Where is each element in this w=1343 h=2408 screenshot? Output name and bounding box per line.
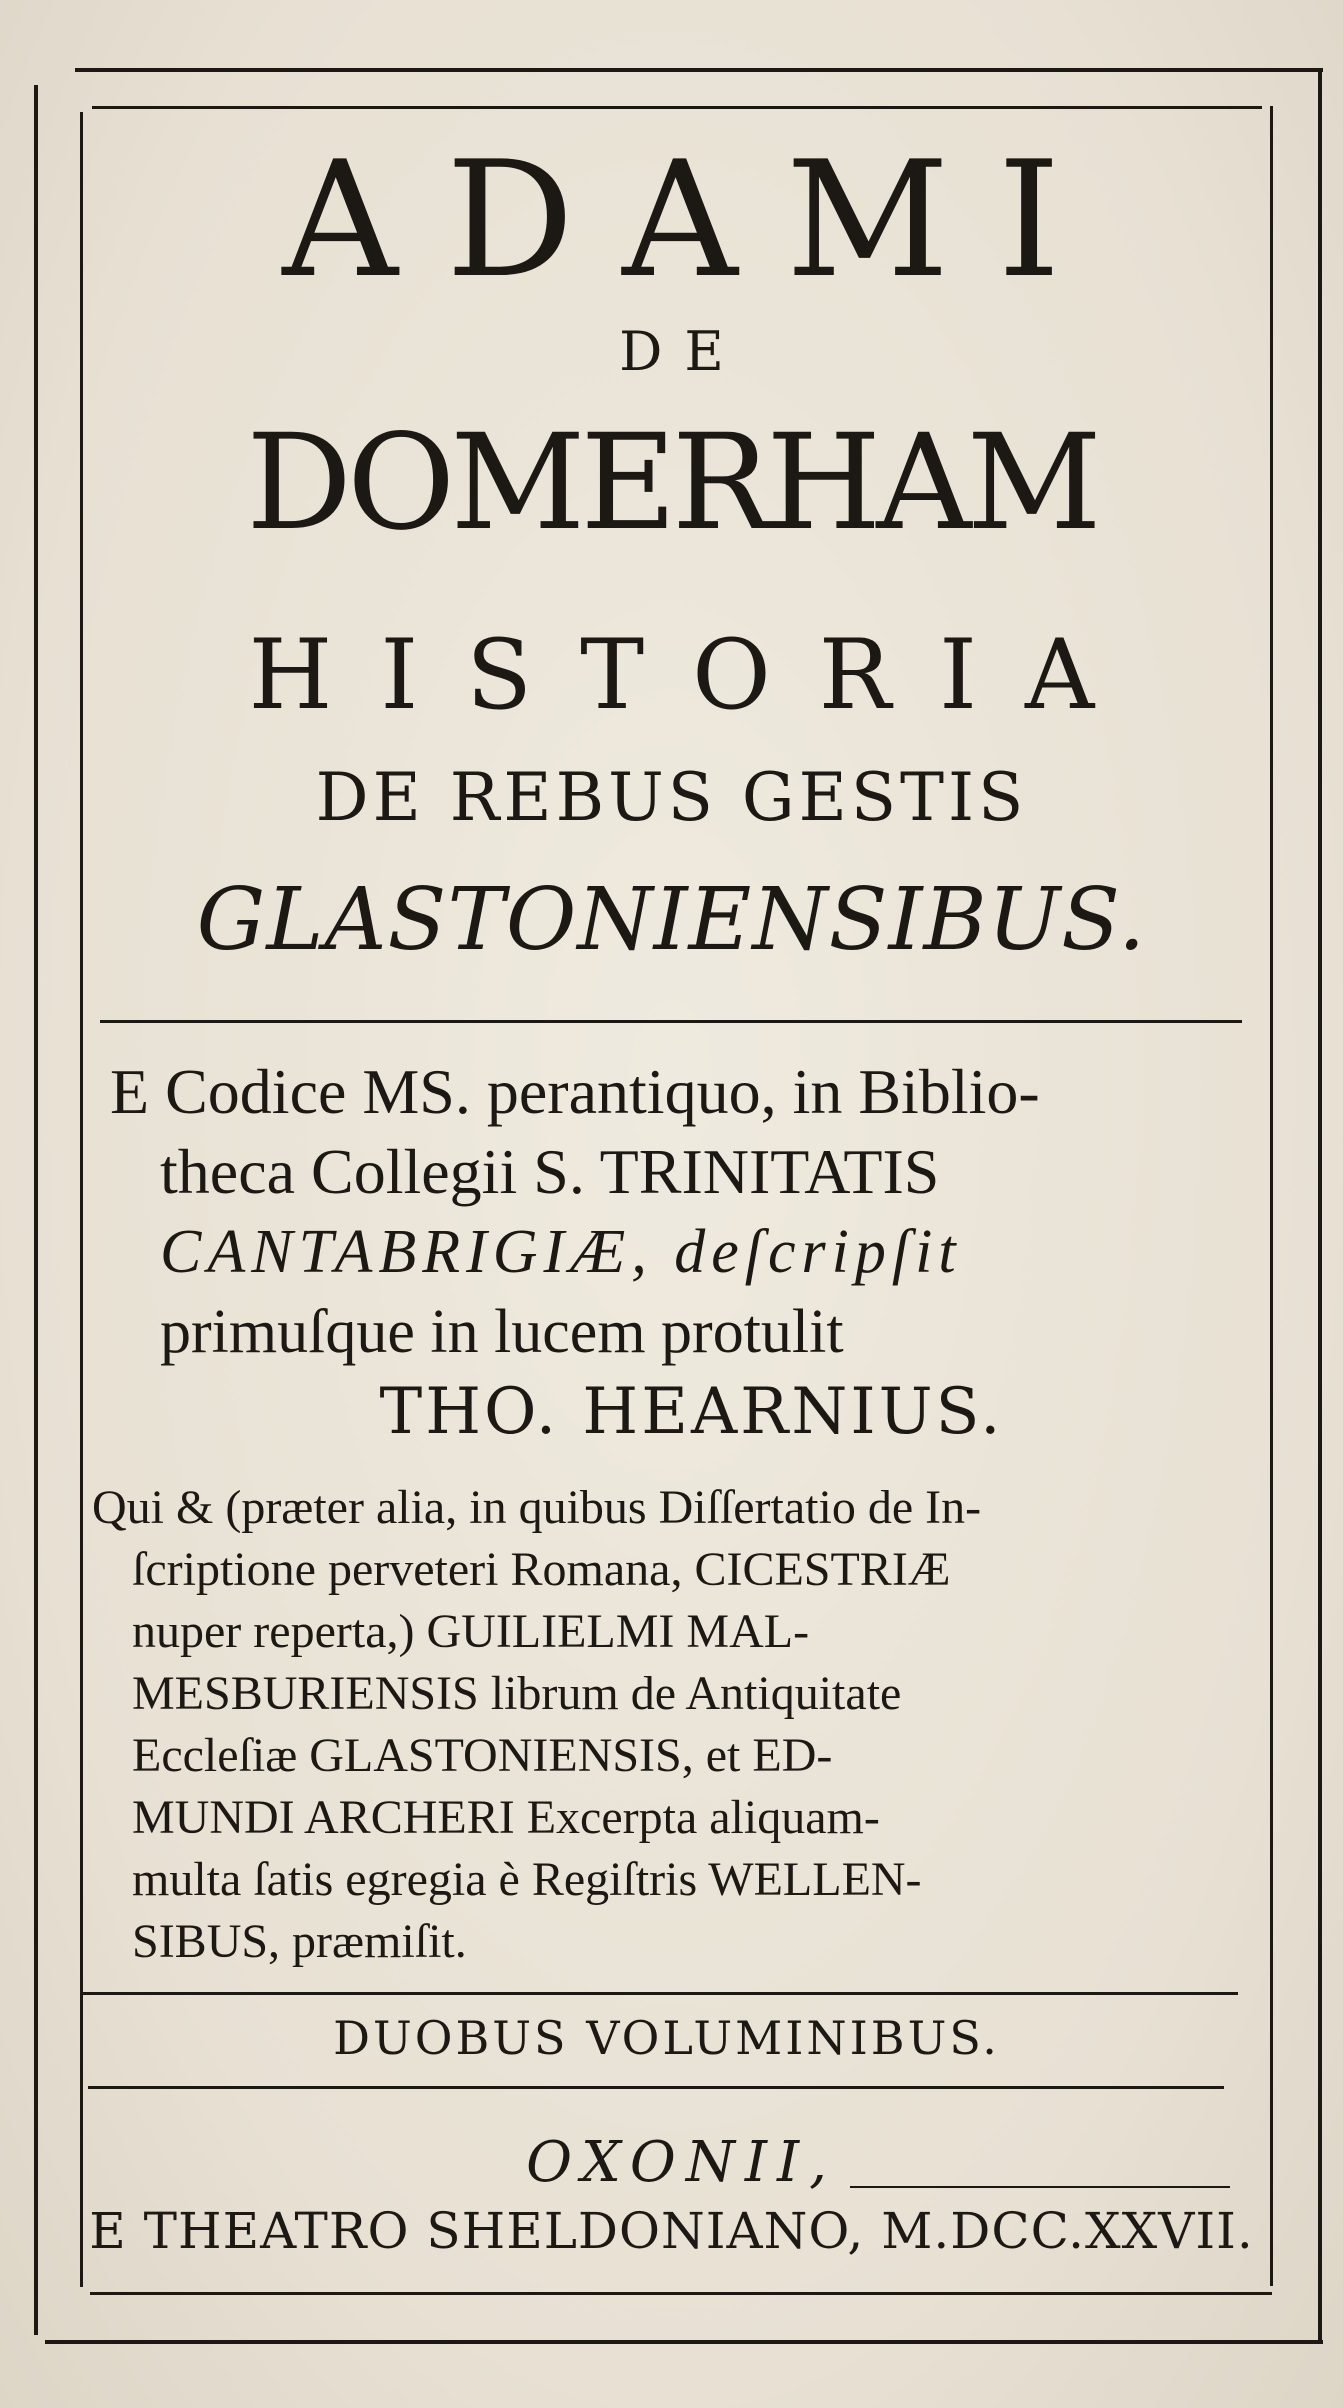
source-line-2: theca Collegii S. TRINITATIS bbox=[160, 1136, 940, 1207]
source-line-3: CANTABRIGIÆ, deſcripſit bbox=[160, 1218, 962, 1286]
subtitle: DE REBUS GESTIS bbox=[315, 759, 1028, 836]
divider-contents bbox=[82, 1992, 1238, 1995]
contents-line-1: Qui & (præter alia, in quibus Diſſertatio de In- bbox=[92, 1481, 982, 1534]
source-line-1: E Codice MS. perantiquo, in Biblio- bbox=[110, 1056, 1040, 1127]
contents-line-7: multa ſatis egregia è Regiſtris WELLEN- bbox=[132, 1853, 922, 1906]
contents-line-5: Eccleſiæ GLASTONIENSIS, et ED- bbox=[132, 1729, 833, 1782]
subject: GLASTONIENSIBUS. bbox=[196, 870, 1147, 970]
contents-line-8: SIBUS, præmiſit. bbox=[132, 1915, 467, 1968]
inner-border-bottom bbox=[90, 2292, 1272, 2295]
contents-line-4: MESBURIENSIS librum de Antiquitate bbox=[132, 1667, 902, 1720]
imprint-line: E THEATRO SHELDONIANO, M.DCC.XXVII. bbox=[89, 2202, 1254, 2260]
work-title: HISTORIA bbox=[248, 619, 1143, 731]
contents-line-3: nuper reperta,) GUILIELMI MAL- bbox=[132, 1605, 810, 1658]
inner-border-top bbox=[92, 106, 1262, 109]
outer-border-top bbox=[75, 68, 1323, 72]
contents-line-2: ſcriptione perveteri Romana, CICESTRIÆ bbox=[132, 1543, 951, 1596]
outer-border-bottom bbox=[45, 2340, 1323, 2344]
contents-line-6: MUNDI ARCHERI Excerpta aliquam- bbox=[132, 1791, 880, 1844]
imprint-place: OXONII, bbox=[526, 2130, 837, 2195]
author-name: ADAMI bbox=[282, 126, 1109, 313]
source-line-4: primuſque in lucem protulit bbox=[160, 1298, 844, 1366]
imprint-underline bbox=[850, 2186, 1230, 2188]
divider-title bbox=[100, 1020, 1242, 1023]
editor-name: THO. HEARNIUS. bbox=[379, 1375, 1004, 1449]
author-particle: DE bbox=[619, 320, 746, 383]
volumes-note: DUOBUS VOLUMINIBUS. bbox=[333, 2011, 1000, 2065]
author-surname: DOMERHAM bbox=[246, 406, 1097, 560]
divider-volumes bbox=[88, 2086, 1224, 2089]
